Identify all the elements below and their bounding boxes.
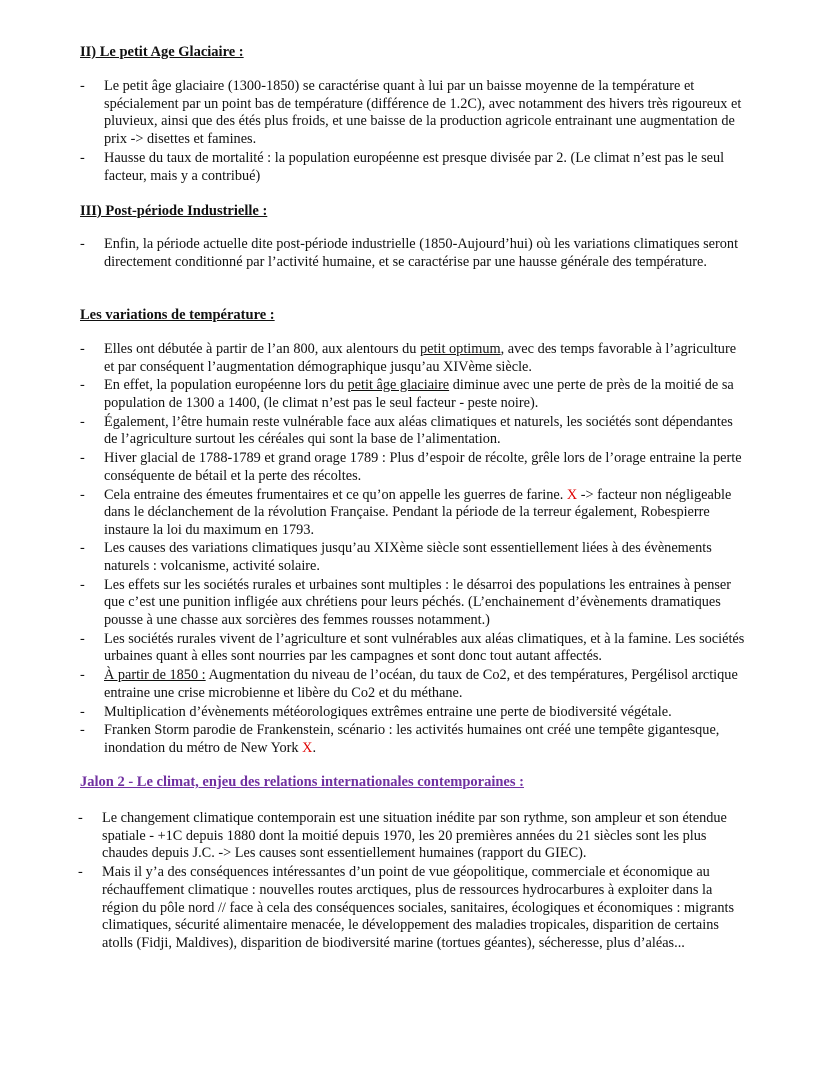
list-item: - En effet, la population européenne lors du petit âge glaciaire diminue avec une perte de près de la moitié de sa population de 1300 a 1400, (le climat n’est pas le seul facteur - peste noire).	[80, 377, 745, 412]
petit-age-glaciaire-term: petit âge glaciaire	[347, 377, 450, 394]
list-item: - Franken Storm parodie de Frankenstein, scénario : les activités humaines ont créé une tempête gigantesque, inondation du métro de New York X.	[80, 722, 745, 757]
list-item: - Hausse du taux de mortalité : la population européenne est presque divisée par 2. (Le climat n’est pas le seul facteur, mais y a contribué)	[80, 150, 745, 185]
list-item: - À partir de 1850 : Augmentation du niveau de l’océan, du taux de Co2, et des températures, Pergélisol arctique entraine une crise microbienne et libère du Co2 et du méthane.	[80, 667, 745, 702]
section-3-list	[80, 236, 745, 273]
list-item: - Les causes des variations climatiques jusqu’au XIXème siècle sont essentiellement liées à des évènements naturels : volcanisme, activité solaire.	[80, 540, 745, 575]
list-item: - Également, l’être humain reste vulnérable face aux aléas climatiques et naturels, les sociétés sont dépendantes de l’agriculture surtout les céréales qui sont la base de l’alimentation.	[80, 414, 745, 449]
red-x-mark: X	[566, 486, 578, 503]
list-item: - Les effets sur les sociétés rurales et urbaines sont multiples : le désarroi des populations les entraines à penser que c’est une punition infligée aux chrétiens pour leurs péchés. (L’enchainement d’évènements dramatiques pousse à une chasse aux sorcières des femmes rousses notamment.)	[80, 577, 745, 630]
list-item: - Cela entraine des émeutes frumentaires et ce qu’on appelle les guerres de farine. X -> facteur non négligeable dans le déclanchement de la révolution Française. Pendant la période de la terreur également, Robespierre instaure la loi du maximum en 1793.	[80, 487, 745, 540]
red-x-mark: X	[302, 739, 313, 756]
list-item: - Enfin, la période actuelle dite post-période industrielle (1850-Aujourd’hui) où les variations climatiques seront directement conditionné par l’activité humaine, et se caractérise par une hausse générale des température.	[80, 236, 745, 271]
list-item: - Multiplication d’évènements météorologiques extrêmes entraine une perte de biodiversité végétale.	[80, 704, 745, 722]
section-2-heading: II) Le petit Age Glaciaire :	[80, 44, 244, 60]
list-item: - Les sociétés rurales vivent de l’agriculture et sont vulnérables aux aléas climatiques, et à la famine. Les sociétés urbaines quant à elles sont nourries par les campagnes et sont donc tout autant affectés.	[80, 631, 745, 666]
variations-heading: Les variations de température :	[80, 307, 275, 323]
list-item: - Hiver glacial de 1788-1789 et grand orage 1789 : Plus d’espoir de récolte, grêle lors de l’orage entraine la perte conséquente de bétail et la perte des récoltes.	[80, 450, 745, 485]
petit-optimum-term: petit optimum	[420, 341, 501, 357]
section-2-list	[80, 78, 745, 187]
list-item: - Elles ont débutée à partir de l’an 800, aux alentours du petit optimum, avec des temps favorable à l’agriculture et par conséquent l’augmentation démographique jusqu’au XIVème siècle.	[80, 341, 745, 376]
jalon-2-heading: Jalon 2 - Le climat, enjeu des relations internationales contemporaines :	[80, 774, 524, 790]
variations-list	[80, 341, 745, 759]
date-lead: À partir de 1850 :	[104, 667, 206, 684]
jalon-2-list	[78, 810, 745, 954]
list-item: - Le changement climatique contemporain est une situation inédite par son rythme, son ampleur et son étendue spatiale - +1C depuis 1880 dont la moitié depuis 1970, les 20 premières années du 21 siècles sont les plus chaudes depuis J.C. -> Les causes sont essentiellement humaines (rapport du GIEC).	[78, 810, 745, 863]
section-3-heading: III) Post-période Industrielle :	[80, 203, 268, 219]
list-item: - Mais il y’a des conséquences intéressantes d’un point de vue géopolitique, commerciale et économique au réchauffement climatique : nouvelles routes arctiques, plus de ressources hydrocarbures à exploiter dans la région du pôle nord // face à cela des conséquences sociales, sanitaires, écologiques et économiques : migrants climatiques, sécurité alimentaire menacée, le développement des maladies tropicales, disparition de certains atolls (Fidji, Maldives), disparition de biodiversité marine (tortues géantes), sécheresse, plus d’aléas...	[78, 864, 745, 952]
list-item: - Le petit âge glaciaire (1300-1850) se caractérise quant à lui par un baisse moyenne de la température et spécialement par un point bas de température (différence de 1.2C), avec notamment des hivers très rigoureux et pluvieux, ainsi que des étés plus froids, et une baisse de la production agricole entrainant une augmentation de prix -> disettes et famines.	[80, 78, 745, 148]
